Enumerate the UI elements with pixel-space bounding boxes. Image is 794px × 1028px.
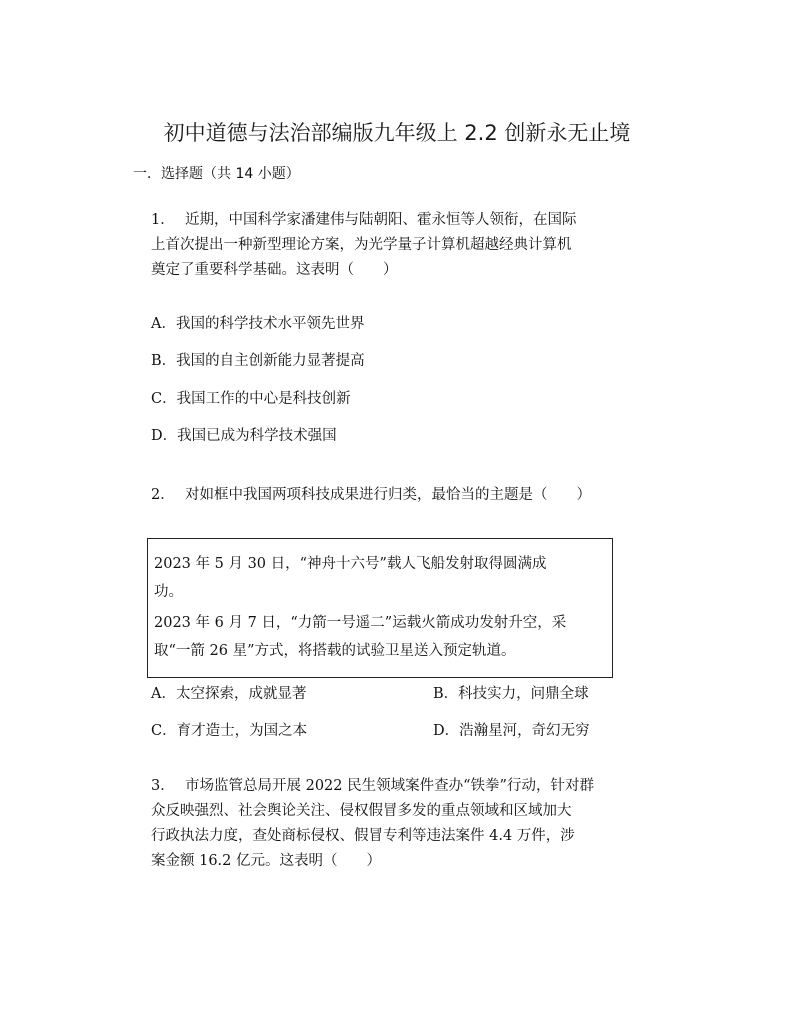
question-3-line-1: 3． 市场监管总局开展 2022 民生领域案件查办“铁拳”行动，针对群 — [151, 774, 594, 798]
question-1-option-d: D．我国已成为科学技术强国 — [151, 428, 337, 444]
question-2-option-c: C．育才造士，为国之本 — [151, 723, 308, 739]
material-box-line-1: 2023 年 5 月 30 日，“神舟十六号”载人飞船发射取得圆满成 — [154, 556, 547, 572]
question-1-line-2: 上首次提出一种新型理论方案，为光学量子计算机超越经典计算机 — [151, 237, 572, 253]
question-3-line-3: 行政执法力度，查处商标侵权、假冒专利等违法案件 4.4 万件，涉 — [151, 828, 575, 844]
question-2-option-d: D．浩瀚星河，奇幻无穷 — [433, 723, 590, 739]
question-1-option-a: A．我国的科学技术水平领先世界 — [151, 316, 365, 332]
question-2-option-b: B．科技实力，问鼎全球 — [433, 686, 589, 702]
section-heading: 一．选择题（共 14 小题） — [133, 166, 300, 182]
question-3-line-2: 众反映强烈、社会舆论关注、侵权假冒多发的重点领域和区域加大 — [151, 803, 572, 819]
question-3-line-4: 案金额 16.2 亿元。这表明（ ） — [151, 853, 382, 869]
material-box-line-4: 取“一箭 26 星”方式，将搭载的试验卫星送入预定轨道。 — [154, 643, 516, 659]
question-1-number: 1． — [151, 212, 175, 228]
question-3-number: 3． — [151, 778, 175, 794]
material-box-line-2: 功。 — [154, 584, 183, 600]
material-box-line-3: 2023 年 6 月 7 日，“力箭一号遥二”运载火箭成功发射升空，采 — [154, 615, 567, 631]
question-2-line-1: 2． 对如框中我国两项科技成果进行归类，最恰当的主题是（ ） — [151, 483, 591, 507]
question-1-line-1: 1． 近期，中国科学家潘建伟与陆朝阳、霍永恒等人领衔，在国际 — [151, 208, 577, 232]
document-title: 初中道德与法治部编版九年级上 2.2 创新永无止境 — [163, 121, 631, 145]
question-1-option-c: C．我国工作的中心是科技创新 — [151, 391, 351, 407]
question-2-number: 2． — [151, 487, 175, 503]
question-1-line-3: 奠定了重要科学基础。这表明（ ） — [151, 262, 398, 278]
question-1-option-b: B．我国的自主创新能力显著提高 — [151, 353, 365, 369]
question-2-option-a: A．太空探索，成就显著 — [151, 686, 307, 702]
material-box — [147, 538, 613, 678]
